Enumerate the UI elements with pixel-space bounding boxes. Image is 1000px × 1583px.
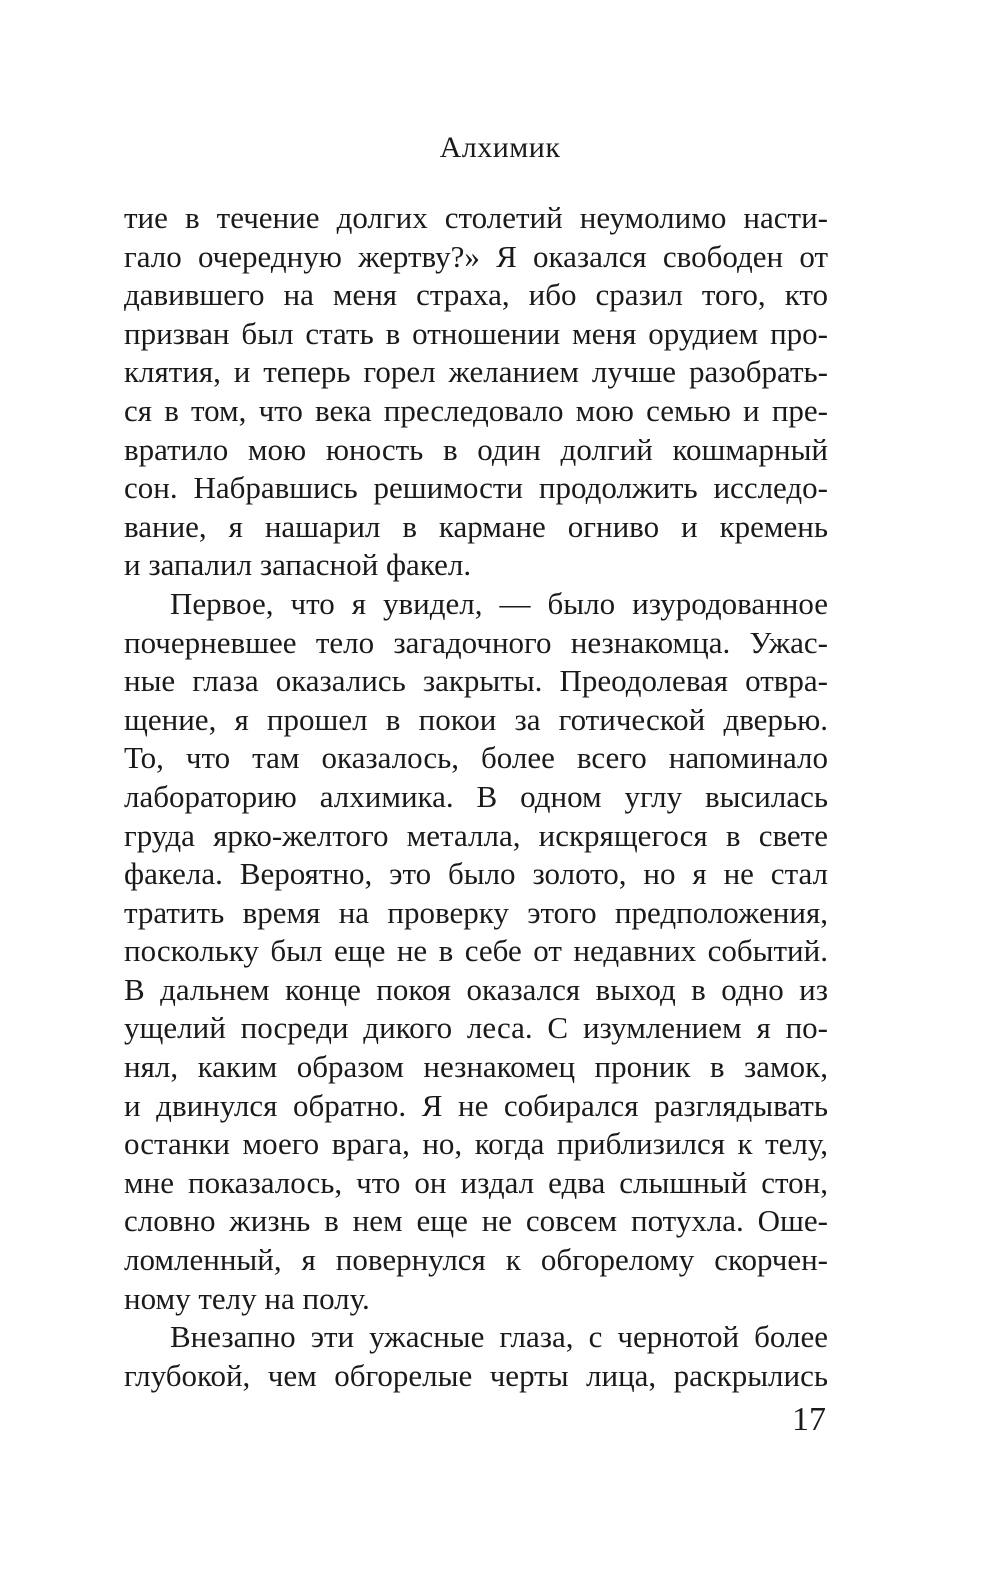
text-line: Внезапно эти ужасные глаза, с чернотой более bbox=[170, 1319, 828, 1355]
text-line: ущелий посреди дикого леса. С изумлением я по- bbox=[124, 1010, 828, 1046]
text-line: В дальнем конце покоя оказался выход в одно из bbox=[124, 971, 828, 1007]
text-line: тратить время на проверку этого предположения, bbox=[124, 894, 828, 930]
text-line: словно жизнь в нем еще не совсем потухла. Оше- bbox=[124, 1203, 828, 1239]
text-line: щение, я прошел в покои за готической дверью. bbox=[124, 701, 828, 737]
text-line: сон. Набравшись решимости продолжить исследо- bbox=[124, 470, 828, 506]
text-line: гало очередную жертву?» Я оказался свободен от bbox=[124, 238, 828, 274]
text-line: глубокой, чем обгорелые черты лица, раскрылись bbox=[124, 1357, 828, 1393]
paragraph-1 bbox=[124, 199, 828, 585]
text-line: и запалил запасной факел. bbox=[124, 547, 472, 583]
text-line: То, что там оказалось, более всего напоминало bbox=[124, 740, 828, 776]
paragraph-2 bbox=[124, 585, 828, 1318]
text-line: ные глаза оказались закрыты. Преодолевая отвра- bbox=[124, 663, 828, 699]
text-line: вратило мою юность в один долгий кошмарный bbox=[124, 431, 828, 467]
text-line: вание, я нашарил в кармане огниво и кремень bbox=[124, 508, 828, 544]
text-line: груда ярко-желтого металла, искрящегося в свете bbox=[124, 817, 828, 853]
text-line: Первое, что я увидел, — было изуродованное bbox=[170, 585, 828, 621]
text-line: ному телу на полу. bbox=[124, 1280, 370, 1316]
text-line: тие в течение долгих столетий неумолимо насти- bbox=[124, 200, 828, 235]
text-line: ломленный, я повернулся к обгорелому скорчен- bbox=[124, 1242, 828, 1278]
text-line: ся в том, что века преследовало мою семью и пре- bbox=[124, 392, 828, 428]
text-line: факела. Вероятно, это было золото, но я не стал bbox=[124, 856, 828, 892]
text-line: лабораторию алхимика. В одном углу высилась bbox=[124, 778, 828, 814]
text-line: останки моего врага, но, когда приблизился к телу, bbox=[124, 1126, 828, 1162]
text-line: мне показалось, что он издал едва слышный стон, bbox=[124, 1164, 828, 1200]
paragraph-3 bbox=[124, 1318, 828, 1395]
running-head: Алхимик bbox=[439, 131, 561, 164]
text-line: нял, каким образом незнакомец проник в замок, bbox=[124, 1049, 828, 1085]
text-line: давившего на меня страха, ибо сразил того, кто bbox=[124, 277, 828, 313]
body-text bbox=[124, 199, 828, 1395]
text-line: и двинулся обратно. Я не собирался разглядывать bbox=[124, 1087, 828, 1123]
text-line: призван был стать в отношении меня орудием про- bbox=[124, 315, 828, 351]
page-number: 17 bbox=[792, 1401, 826, 1438]
text-line: почерневшее тело загадочного незнакомца. Ужас- bbox=[124, 624, 828, 660]
text-line: поскольку был еще не в себе от недавних событий. bbox=[124, 933, 828, 969]
text-line: клятия, и теперь горел желанием лучше разобрать- bbox=[124, 354, 828, 390]
